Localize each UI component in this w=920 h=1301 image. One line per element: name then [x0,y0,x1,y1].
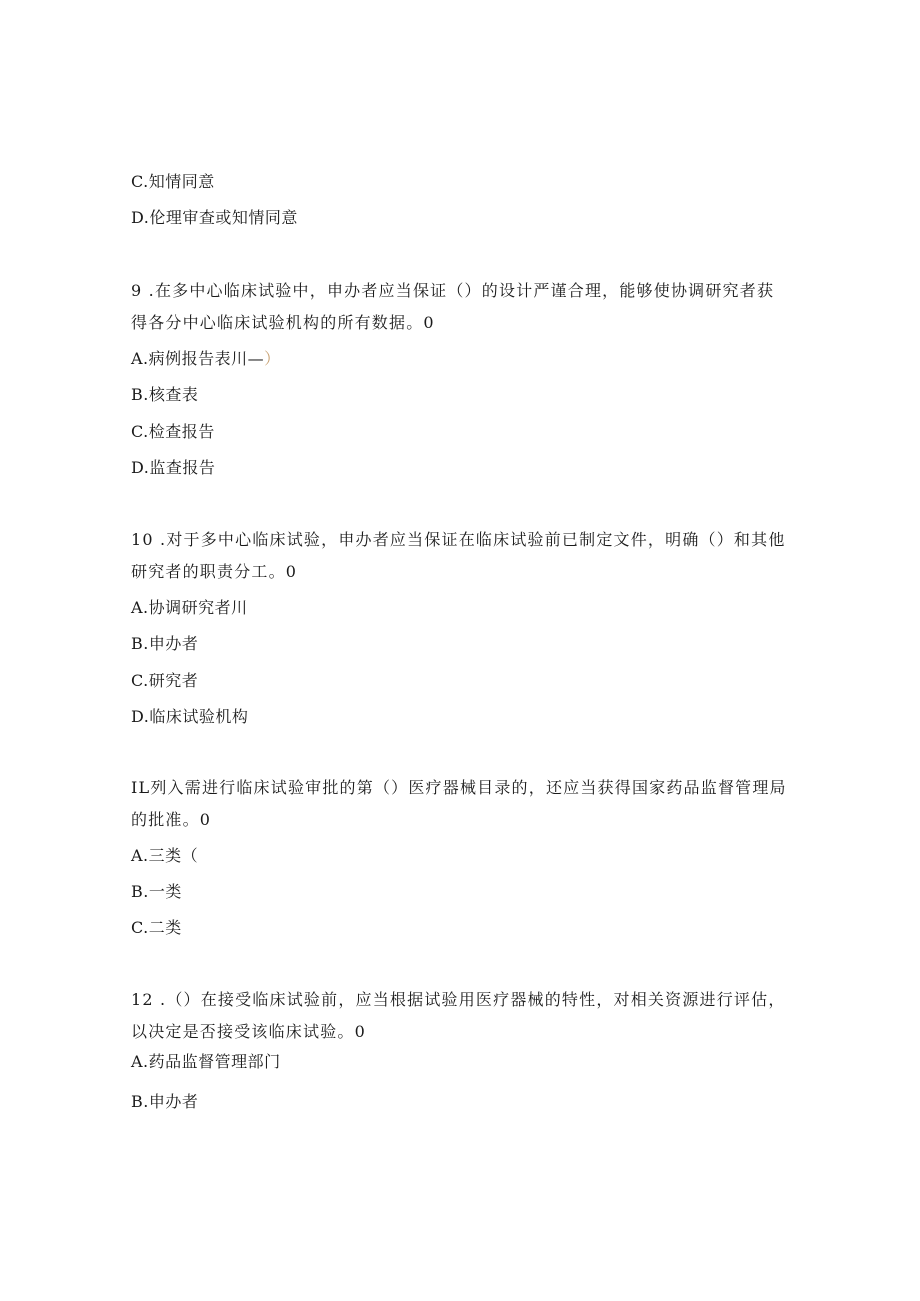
q9-option-c: C.检查报告 [131,422,215,441]
q8-option-c: C.知情同意 [131,172,215,191]
q12-option-a: A.药品监督管理部门 [131,1052,281,1071]
q10-option-d: D.临床试验机构 [131,707,249,726]
q11-option-a: A.三类（ [131,846,199,865]
q11-option-b: B.一类 [131,882,182,901]
q11-option-c: C.二类 [131,918,182,937]
q9-stem-line1: 9 .在多中心临床试验中，申办者应当保证（）的设计严谨合理，能够使协调研究者获 [131,281,775,300]
q9-option-a-mark: ） [264,349,281,368]
q9-option-a [131,349,281,369]
q11-stem-line2: 的批准。0 [131,810,212,829]
q10-stem-line1: 10 .对于多中心临床试验，申办者应当保证在临床试验前已制定文件，明确（）和其他 [131,530,786,549]
q10-option-a: A.协调研究者川 [131,598,248,617]
q10-stem-line2: 研究者的职责分工。0 [131,562,298,581]
q11-stem-line1: IL列入需进行临床试验审批的第（）医疗器械目录的，还应当获得国家药品监督管理局 [131,778,787,797]
q9-option-b: B.核查表 [131,385,199,404]
q12-option-b: B.申办者 [131,1092,199,1111]
q9-option-d: D.监查报告 [131,458,216,477]
q8-option-d: D.伦理审查或知情同意 [131,208,298,227]
q10-option-b: B.申办者 [131,634,199,653]
q10-option-c: C.研究者 [131,671,199,690]
q9-stem-line2: 得各分中心临床试验机构的所有数据。0 [131,313,435,332]
q12-stem-line2: 以决定是否接受该临床试验。0 [131,1022,366,1041]
q12-stem-line1: 12 .（）在接受临床试验前，应当根据试验用医疗器械的特性，对相关资源进行评估， [131,990,786,1009]
q9-option-a-text: A.病例报告表川— [131,349,265,368]
